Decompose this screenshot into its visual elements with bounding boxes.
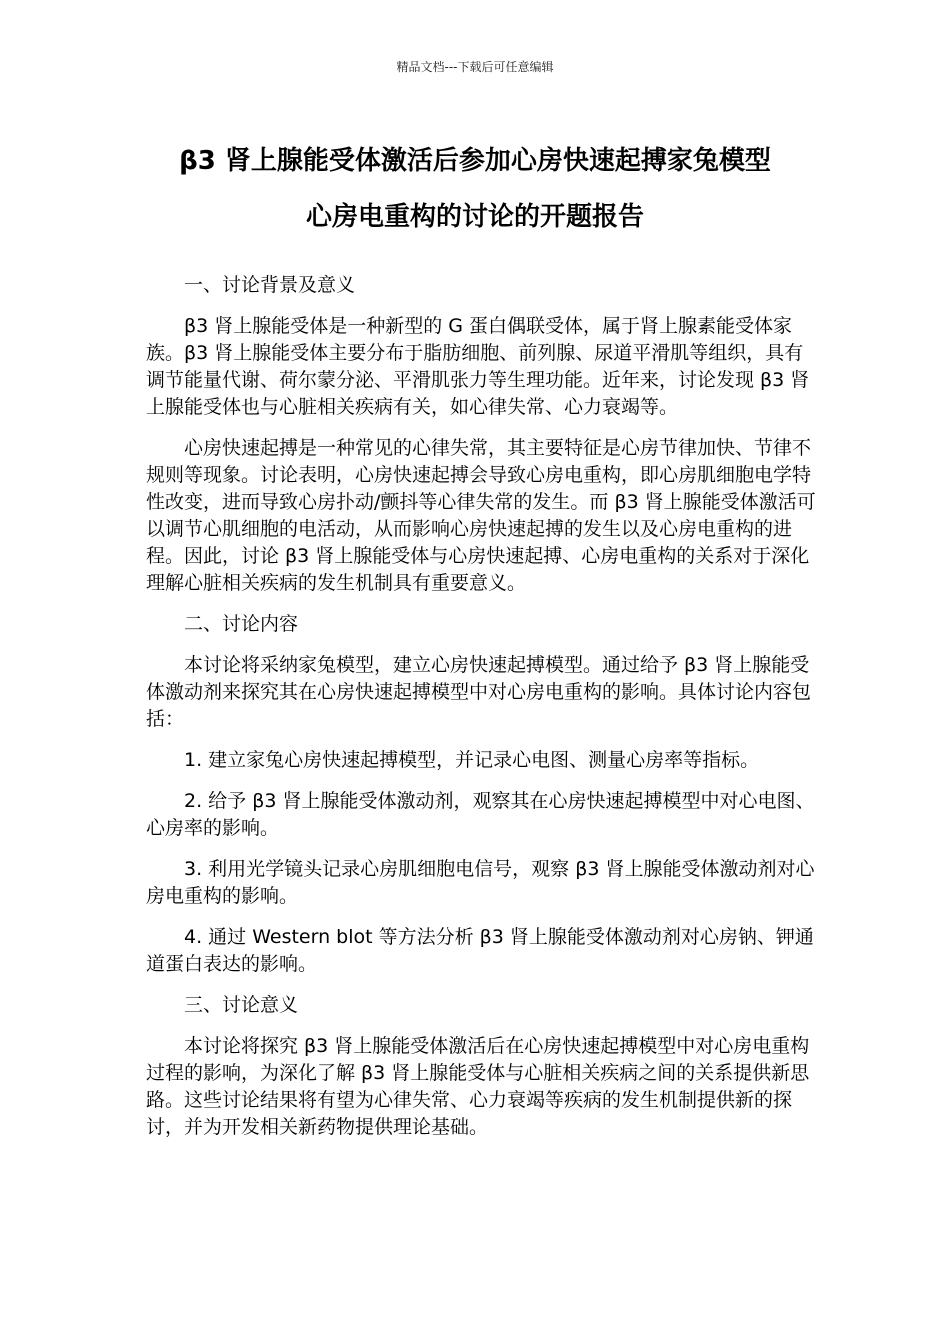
section-heading-background: 一、讨论背景及意义 bbox=[184, 274, 356, 296]
content-item-3: 3. 利用光学镜头记录心房肌细胞电信号，观察 β3 肾上腺能受体激动剂对心房电重构的影响。 bbox=[146, 858, 815, 907]
document-body bbox=[146, 272, 818, 1155]
page-header: 精品文档---下载后可任意编辑 bbox=[396, 60, 554, 74]
document-title-line-2: 心房电重构的讨论的开题报告 bbox=[305, 202, 644, 232]
document-title-line-1: β3 肾上腺能受体激活后参加心房快速起搏家兔模型 bbox=[179, 146, 771, 176]
content-item-1: 1. 建立家兔心房快速起搏模型，并记录心电图、测量心房率等指标。 bbox=[184, 749, 760, 771]
paragraph-significance: 本讨论将探究 β3 肾上腺能受体激活后在心房快速起搏模型中对心房电重构过程的影响，为深化了解 β3 肾上腺能受体与心脏相关疾病之间的关系提供新思路。这些讨论结果将有望为心律失常、心力衰竭等疾病的发生机制提供新的探讨，并为开发相关新药物提供理论基础。 bbox=[146, 1035, 810, 1138]
paragraph-background-2: 心房快速起搏是一种常见的心律失常，其主要特征是心房节律加快、节律不规则等现象。讨论表明，心房快速起搏会导致心房电重构，即心房肌细胞电学特性改变，进而导致心房扑动/颤抖等心律失常的发生。而 β3 肾上腺能受体激活可以调节心肌细胞的电活动，从而影响心房快速起搏的发生以及心房电重构的进程。因此，讨论 β3 肾上腺能受体与心房快速起搏、心房电重构的关系对于深化理解心脏相关疾病的发生机制具有重要意义。 bbox=[146, 437, 816, 594]
section-heading-content: 二、讨论内容 bbox=[184, 613, 299, 635]
content-item-4: 4. 通过 Western blot 等方法分析 β3 肾上腺能受体激动剂对心房钠、钾通道蛋白表达的影响。 bbox=[146, 926, 814, 975]
paragraph-background-1: β3 肾上腺能受体是一种新型的 G 蛋白偶联受体，属于肾上腺素能受体家族。β3 肾上腺能受体主要分布于脂肪细胞、前列腺、尿道平滑肌等组织，具有调节能量代谢、荷尔蒙分泌、平滑肌张力等生理功能。近年来，讨论发现 β3 肾上腺能受体也与心脏相关疾病有关，如心律失常、心力衰竭等。 bbox=[146, 315, 810, 418]
content-item-2: 2. 给予 β3 肾上腺能受体激动剂，观察其在心房快速起搏模型中对心电图、心房率的影响。 bbox=[146, 790, 815, 839]
section-heading-significance: 三、讨论意义 bbox=[184, 994, 299, 1016]
paragraph-content-intro: 本讨论将采纳家兔模型，建立心房快速起搏模型。通过给予 β3 肾上腺能受体激动剂来探究其在心房快速起搏模型中对心房电重构的影响。具体讨论内容包括： bbox=[146, 654, 812, 730]
